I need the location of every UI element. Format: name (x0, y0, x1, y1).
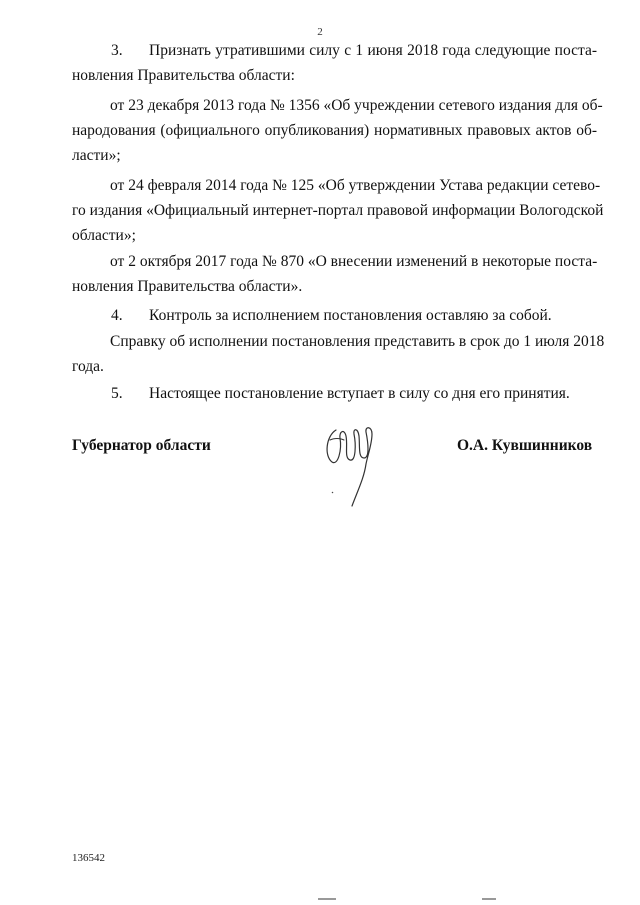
page-number: 2 (317, 26, 323, 38)
act-3-line-1: от 2 октября 2017 года № 870 «О внесении изменений в некоторые поста- (110, 253, 598, 270)
act-1-line-1: от 23 декабря 2013 года № 1356 «Об учреждении сетевого издания для об- (110, 97, 603, 114)
signatory-name: О.А. Кувшинников (457, 437, 593, 454)
handwritten-signature (322, 420, 382, 512)
act-2-line-3: области»; (72, 227, 136, 244)
item-3-number: 3. (111, 42, 123, 59)
item-3-line-2: новления Правительства области: (72, 67, 295, 84)
scan-mark (482, 898, 496, 900)
item-5-text: Настоящее постановление вступает в силу со дня его принятия. (149, 385, 570, 402)
act-3-line-2: новления Правительства области». (72, 278, 303, 295)
act-2-line-1: от 24 февраля 2014 года № 125 «Об утверждении Устава редакции сетево- (110, 177, 601, 194)
item-4-report-line-2: года. (72, 358, 104, 375)
item-4-text: Контроль за исполнением постановления оставляю за собой. (149, 307, 552, 324)
scan-mark (318, 898, 336, 900)
signatory-position: Губернатор области (72, 437, 211, 454)
item-4-number: 4. (111, 307, 123, 324)
document-code: 136542 (72, 852, 105, 864)
item-5-number: 5. (111, 385, 123, 402)
act-2-line-2: го издания «Официальный интернет-портал правовой информации Вологодской (72, 202, 604, 219)
item-3-line-1: Признать утратившими силу с 1 июня 2018 года следующие поста- (149, 42, 597, 59)
act-1-line-3: ласти»; (72, 147, 121, 164)
act-1-line-2: народования (официального опубликования) нормативных правовых актов об- (72, 122, 597, 139)
item-4-report-line-1: Справку об исполнении постановления представить в срок до 1 июля 2018 (110, 333, 605, 350)
